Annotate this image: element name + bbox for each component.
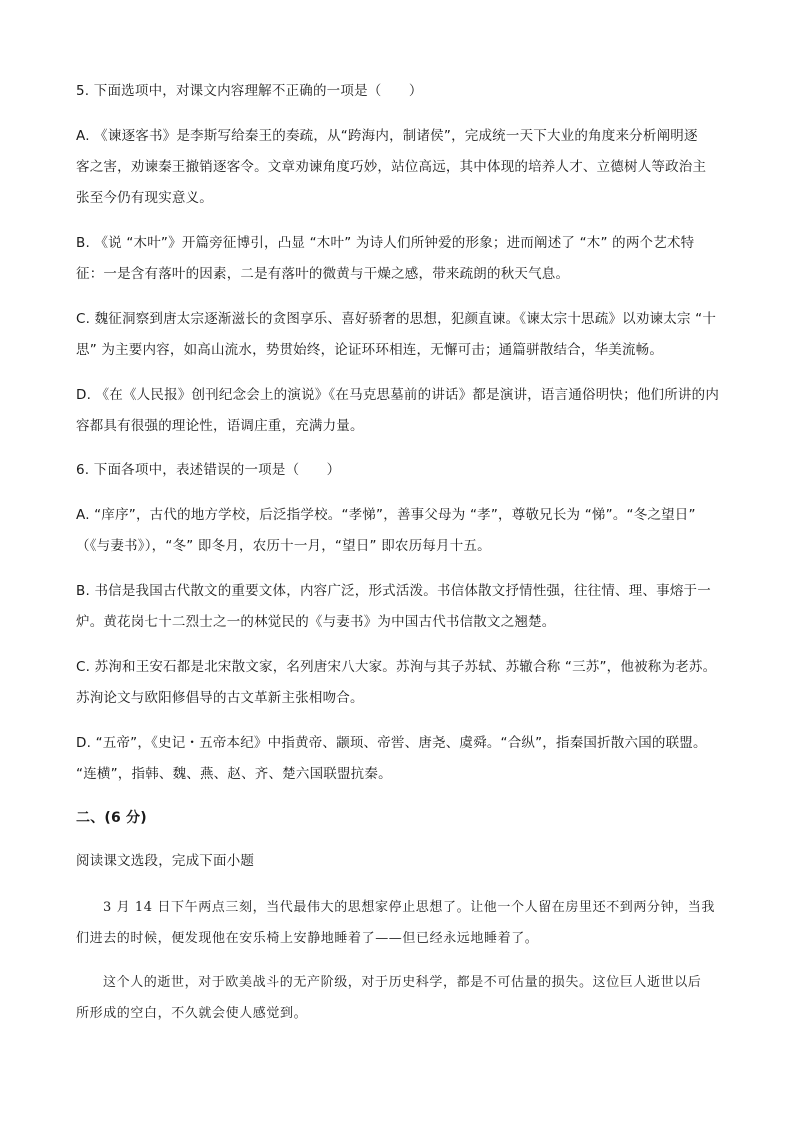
q6-option-d-line-2: “连横”，指韩、魏、燕、赵、齐、楚六国联盟抗秦。 <box>76 766 392 782</box>
q5-option-a-line-2: 客之害，劝谏秦王撤销逐客令。文章劝谏角度巧妙，站位高远，其中体现的培养人才、立德树人等政治主 <box>76 159 707 175</box>
q6-option-a-line-2: （《与妻书》），“冬” 即冬月，农历十一月，“望日” 即农历每月十五。 <box>76 538 491 554</box>
section-2-instruction: 阅读课文选段，完成下面小题 <box>76 853 255 869</box>
question-6-title: 6. 下面各项中，表述错误的一项是（ ） <box>76 462 341 478</box>
q5-option-a-line-3: 张至今仍有现实意义。 <box>76 190 213 206</box>
passage-p1-line-1: 3 月 14 日下午两点三刻，当代最伟大的思想家停止思想了。让他一个人留在房里还不到两分钟，当我 <box>103 900 716 915</box>
q5-option-b-line-2: 征：一是含有落叶的因素，二是有落叶的微黄与干燥之感，带来疏朗的秋天气息。 <box>76 266 570 282</box>
question-5-title: 5. 下面选项中，对课文内容理解不正确的一项是（ ） <box>76 83 423 99</box>
q6-option-b-line-1: B. 书信是我国古代散文的重要文体，内容广泛，形式活泼。书信体散文抒情性强，往往情、理、事熔于一 <box>76 583 711 599</box>
q6-option-b-line-2: 炉。黄花岗七十二烈士之一的林觉民的《与妻书》为中国古代书信散文之翘楚。 <box>76 614 556 630</box>
q5-option-d-line-1: D. 《在《人民报》创刊纪念会上的演说》《在马克思墓前的讲话》都是演讲，语言通俗明快；他们所讲的内 <box>76 387 720 403</box>
q6-option-c-line-1: C. 苏洵和王安石都是北宋散文家，名列唐宋八大家。苏洵与其子苏轼、苏辙合称 “三苏”，他被称为老苏。 <box>76 659 717 675</box>
q5-option-c-line-2: 思” 为主要内容，如高山流水，势贯始终，论证环环相连，无懈可击；通篇骈散结合，华美流畅。 <box>76 342 664 358</box>
passage-p1-line-2: 们进去的时候，便发现他在安乐椅上安静地睡着了——但已经永远地睡着了。 <box>76 931 539 946</box>
passage-p2-line-2: 所形成的空白，不久就会使人感觉到。 <box>76 1006 308 1021</box>
q5-option-c-line-1: C. 魏征洞察到唐太宗逐渐滋长的贪图享乐、喜好骄奢的思想，犯颜直谏。《谏太宗十思疏》以劝谏太宗 “十 <box>76 311 717 327</box>
q5-option-a-line-1: A. 《谏逐客书》是李斯写给秦王的奏疏，从“跨海内，制诸侯”，完成统一天下大业的角度来分析阐明逐 <box>76 128 698 144</box>
q6-option-d-line-1: D. “五帝”，《史记・五帝本纪》中指黄帝、颛顼、帝喾、唐尧、虞舜。“合纵”，指秦国折散六国的联盟。 <box>76 735 707 751</box>
q5-option-d-line-2: 容都具有很强的理论性，语调庄重，充满力量。 <box>76 418 364 434</box>
section-2-heading: 二、(6 分) <box>76 810 147 826</box>
q6-option-a-line-1: A. “庠序”，古代的地方学校，后泛指学校。“孝悌”，善事父母为 “孝”，尊敬兄长为 “悌”。“冬之望日” <box>76 507 696 523</box>
passage-p2-line-1: 这个人的逝世，对于欧美战斗的无产阶级，对于历史科学，都是不可估量的损失。这位巨人逝世以后 <box>103 975 702 990</box>
q6-option-c-line-2: 苏洵论文与欧阳修倡导的古文革新主张相吻合。 <box>76 690 364 706</box>
q5-option-b-line-1: B. 《说 “木叶”》开篇旁征博引，凸显 “木叶” 为诗人们所钟爱的形象；进而阐述了 “木” 的两个艺术特 <box>76 235 695 251</box>
